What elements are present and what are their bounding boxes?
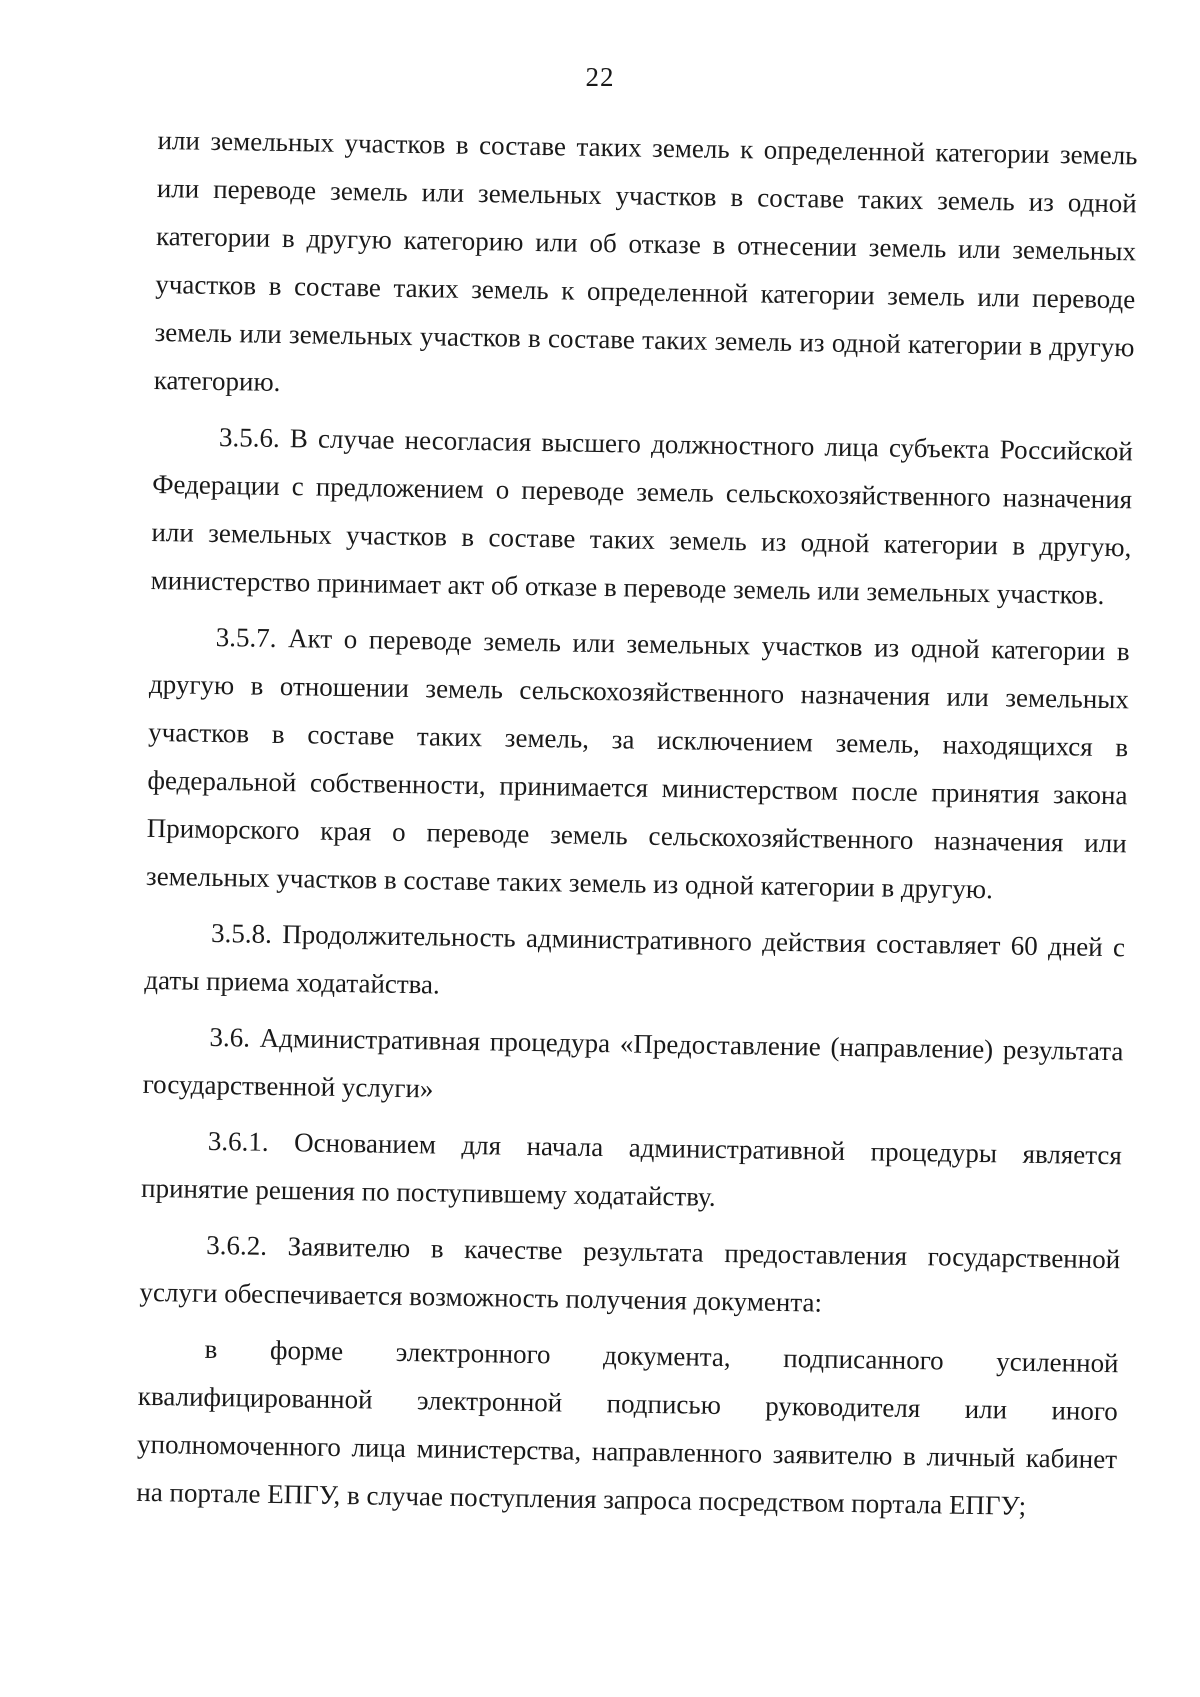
paragraph-continuation: или земельных участков в составе таких земель к определенной категории земель или переводе земель или земельных участков в составе таких земель из одной категории в другую категорию или об отказе в отнесении земель или земельных участков в составе таких земель к определенной категории земель или переводе земель или земельных участков в составе таких земель из одной категории в другую категорию.: [153, 124, 1138, 397]
paragraph-3-6-2: 3.6.2. Заявителю в качестве результата предоставления государственной услуги обеспечивается возможность получения документа:: [139, 1229, 1121, 1318]
paragraph-3-6: 3.6. Административная процедура «Предоставление (направление) результата государственной услуги»: [142, 1021, 1124, 1104]
paragraph-3-5-7: 3.5.7. Акт о переводе земель или земельных участков из одной категории в другую в отношении земель сельскохозяйственного назначения или земельных участков в составе таких земель, за исключением земель, находящихся в федеральной собственности, принимается министерством после принятия закона Приморского края о переводе земель сельскохозяйственного назначения или земельных участков в составе таких земель из одной категории в другую.: [145, 621, 1130, 905]
paragraph-3-6-1: 3.6.1. Основанием для начала административной процедуры является принятие решения по поступившему ходатайству.: [140, 1125, 1123, 1212]
paragraph-3-5-6: 3.5.6. В случае несогласия высшего должностного лица субъекта Российской Федерации с предложением о переводе земель сельскохозяйственного назначения или земельных участков в составе таких земель из одной категории в другую, министерство принимает акт об отказе в переводе земель или земельных участков.: [150, 421, 1134, 610]
page-number: 22: [585, 62, 615, 92]
document-body: [136, 116, 1138, 1539]
paragraph-3-5-8: 3.5.8. Продолжительность административного действия составляет 60 дней с даты приема ходатайства.: [144, 917, 1126, 1000]
paragraph-electronic-document: в форме электронного документа, подписанного усиленной квалифицированной электронной подписью руководителя или иного уполномоченного лица министерства, направленного заявителю в личный кабинет на портале ЕПГУ, в случае поступления запроса посредством портала ЕПГУ;: [136, 1333, 1119, 1521]
